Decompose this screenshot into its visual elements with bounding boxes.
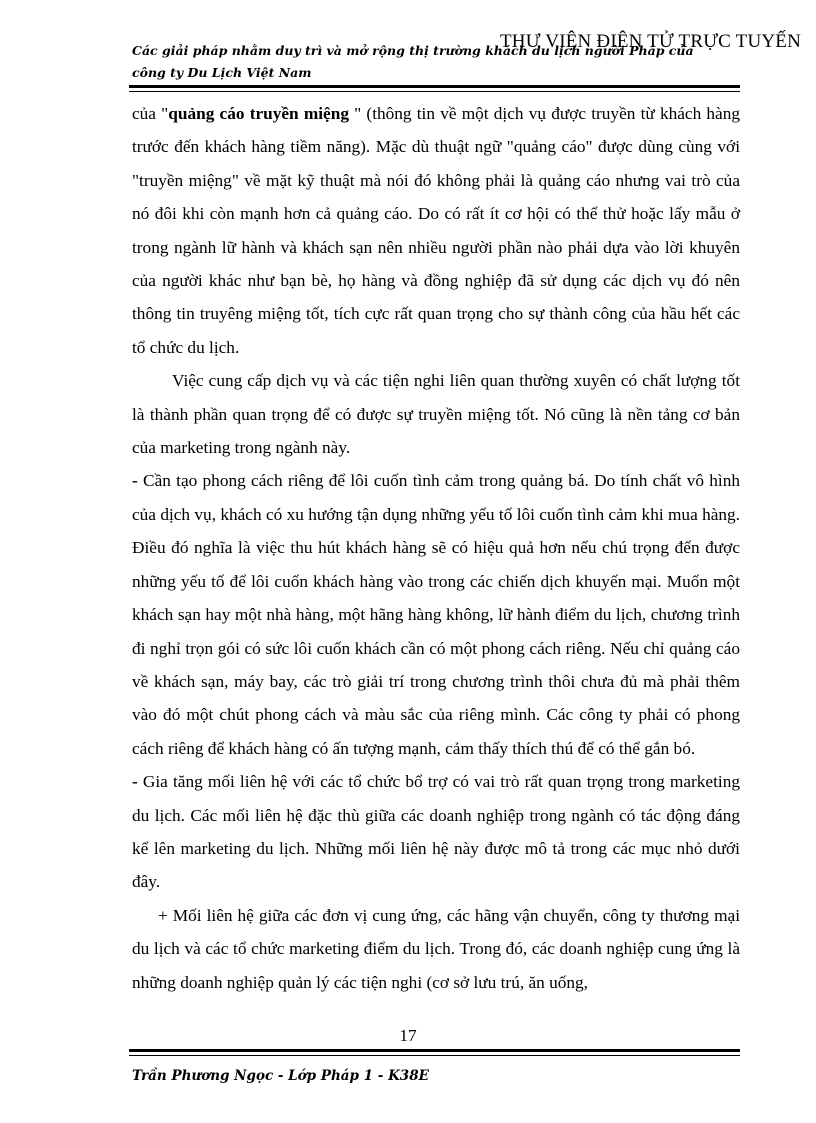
paragraph-3-text: Cần tạo phong cách riêng để lôi cuốn tình cảm trong quảng bá. Do tính chất vô hình của dịch vụ, khách có xu hướng tận dụng những yếu tố lôi cuốn tình cảm khi mua hàng. Điều đó nghĩa là việc thu hút khách hàng sẽ có hiệu quả hơn nếu chú trọng đến được những yếu tố để lôi cuốn khách hàng vào trong các chiến dịch khuyến mại. Muốn một khách sạn hay một nhà hàng, một hãng hàng không, lữ hành điểm du lịch, chương trình đi nghỉ trọn gói có sức lôi cuốn khách cần có một phong cách riêng. Nếu chỉ quảng cáo về khách sạn, máy bay, các trò giải trí trong chương trình thôi chưa đủ mà phải thêm vào đó một chút phong cách và màu sắc của riêng mình. Các công ty phải có phong cách riêng để khách hàng có ấn tượng mạnh, cảm thấy thích thú để có thể gắn bó. bbox=[132, 471, 740, 758]
paragraph-1-start: của " bbox=[132, 104, 169, 123]
paragraph-1-rest: " (thông tin về một dịch vụ được truyền từ khách hàng trước đến khách hàng tiềm năng). Mặc dù thuật ngữ "quảng cáo" được dùng cùng với "truyền miệng" về mặt kỹ thuật mà nói đó không phải là quảng cáo nhưng vai trò của nó đôi khi còn mạnh hơn cả quảng cáo. Do có rất ít cơ hội có thể thử hoặc lấy mẫu ở trong ngành lữ hành và khách sạn nên nhiều người phần nào phải dựa vào lời khuyên của người khác như bạn bè, họ hàng và đồng nghiệp đã sử dụng các dịch vụ đó nên thông tin truyêng miệng tốt, tích cực rất quan trọng cho sự thành công của hầu hết các tổ chức du lịch. bbox=[132, 104, 740, 357]
paragraph-1 bbox=[132, 97, 740, 364]
bold-term: quảng cáo truyền miệng bbox=[168, 104, 349, 123]
library-watermark: THƯ VIỆN ĐIỆN TỬ TRỰC TUYẾN bbox=[500, 31, 802, 52]
paragraph-2: Việc cung cấp dịch vụ và các tiện nghi liên quan thường xuyên có chất lượng tốt là thành phần quan trọng để có được sự truyền miệng tốt. Nó cũng là nền tảng cơ bản của marketing trong ngành này. bbox=[132, 371, 740, 458]
body-text bbox=[132, 97, 740, 999]
paragraph-4-text: Gia tăng mối liên hệ với các tổ chức bổ trợ có vai trò rất quan trọng trong marketing du lịch. Các mối liên hệ đặc thù giữa các doanh nghiệp trong ngành có tác động đáng kể lên marketing du lịch. Những mối liên hệ này được mô tả trong các mục nhỏ dưới đây. bbox=[132, 772, 740, 892]
paragraph-5: + Mối liên hệ giữa các đơn vị cung ứng, các hãng vận chuyển, công ty thương mại du lịch và các tổ chức marketing điểm du lịch. Trong đó, các doanh nghiệp cung ứng là những doanh nghiệp quản lý các tiện nghi (cơ sở lưu trú, ăn uống, bbox=[132, 905, 740, 992]
header-title-line-1: Các giải pháp nhằm duy trì và mở rộng thị trường khách du lịch người Pháp của bbox=[132, 43, 694, 58]
bullet-dash: - bbox=[132, 772, 138, 792]
paragraph-4 bbox=[132, 765, 740, 899]
bullet-dash: - bbox=[132, 471, 138, 491]
footer-author: Trần Phương Ngọc - Lớp Pháp 1 - K38E bbox=[132, 1068, 429, 1084]
header-title-line-2: công ty Du Lịch Việt Nam bbox=[132, 65, 312, 80]
footer-divider bbox=[129, 1049, 740, 1056]
header-divider bbox=[129, 85, 740, 92]
page-number: 17 bbox=[399, 1026, 417, 1045]
paragraph-3 bbox=[132, 464, 740, 765]
